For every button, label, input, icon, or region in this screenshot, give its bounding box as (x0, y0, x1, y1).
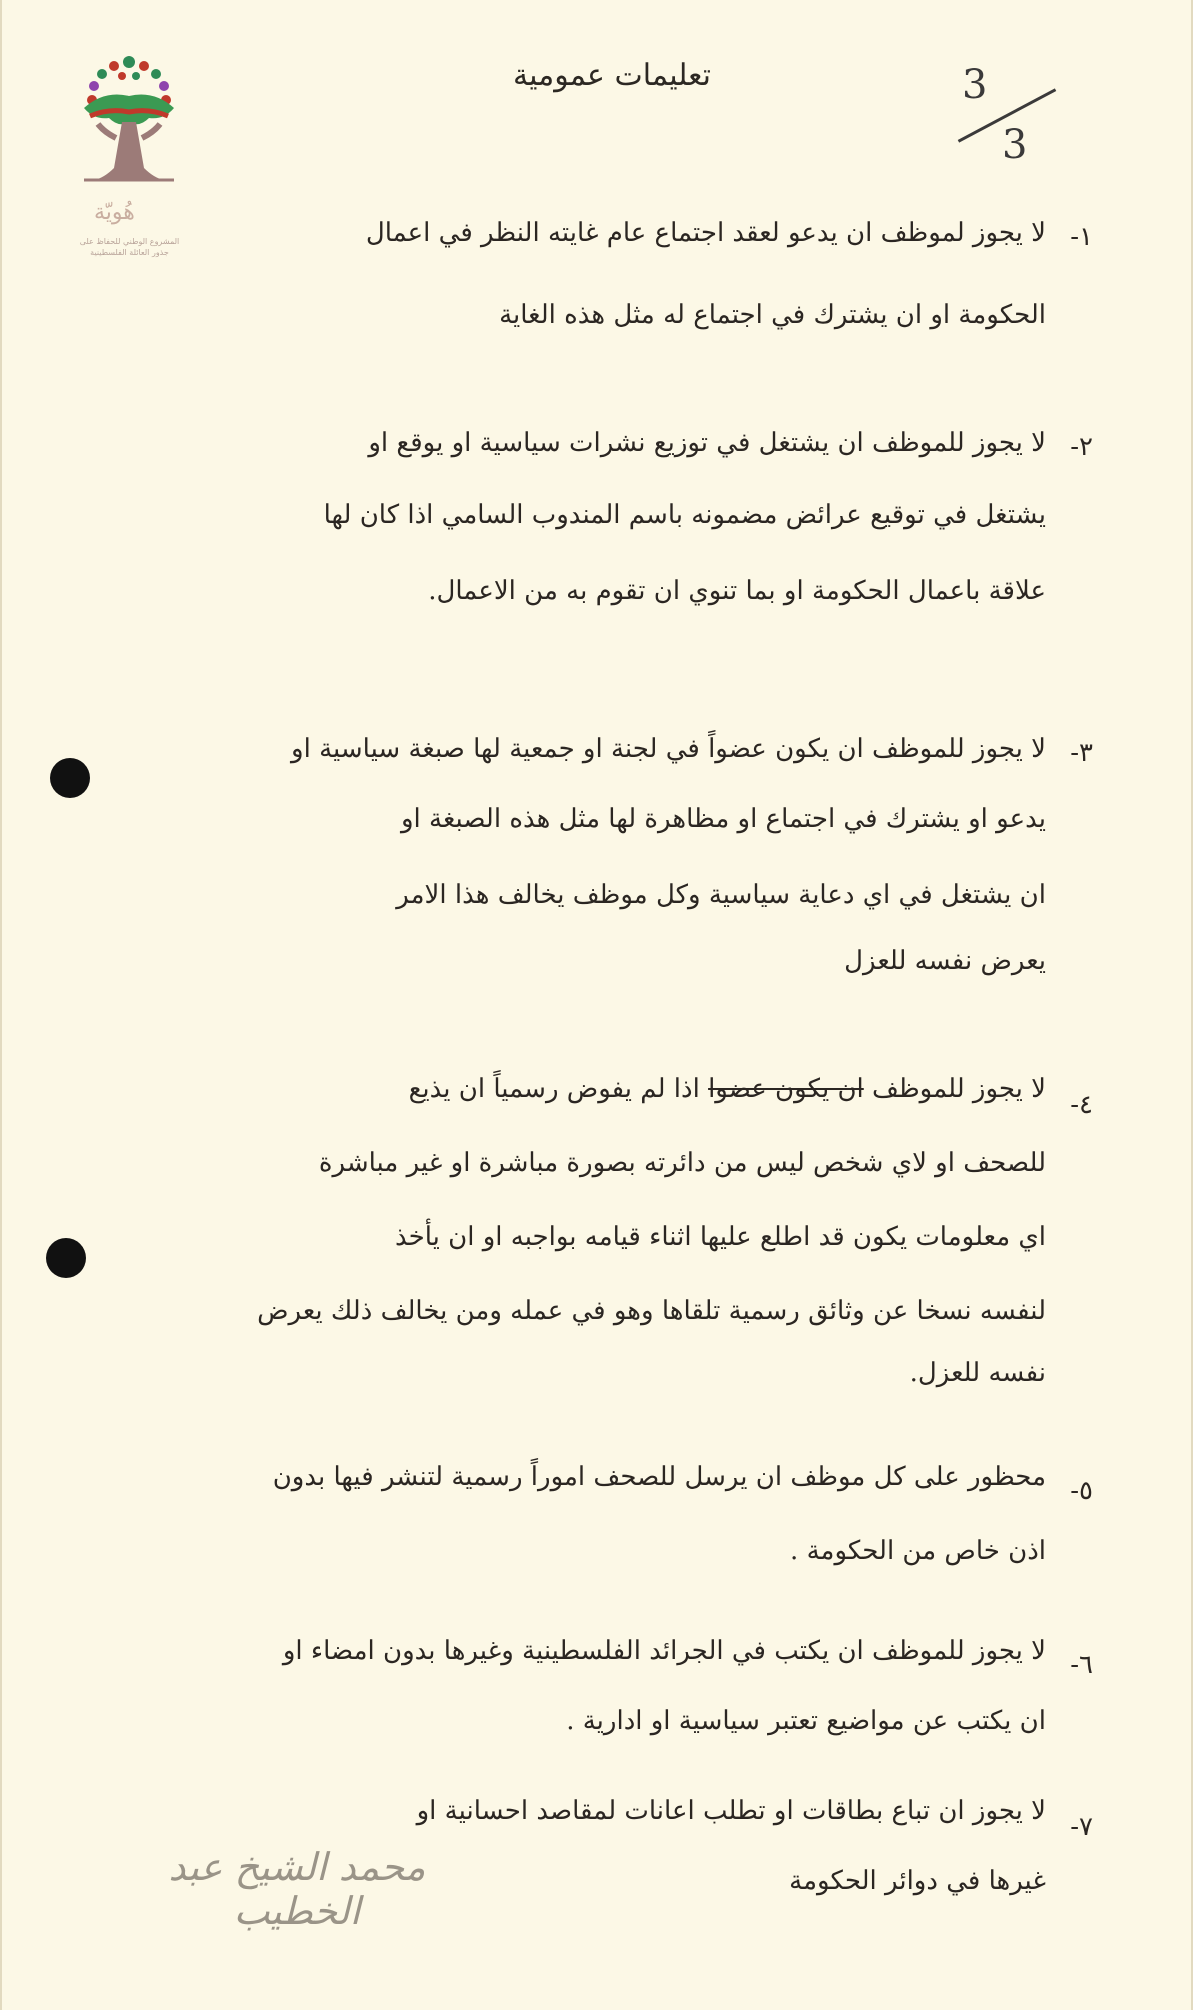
logo-wordmark: هُويّة (94, 200, 135, 225)
item-line-rest: اذا لم يفوض رسمياً ان يذيع (408, 1074, 700, 1104)
item-line: نفسه للعزل. (909, 1358, 1046, 1388)
logo-tagline (52, 236, 207, 258)
item-number: ٤- (1070, 1090, 1093, 1120)
tree-people-icon (84, 56, 174, 180)
family-tree-logo (64, 48, 194, 268)
item-number: ٧- (1070, 1812, 1093, 1842)
item-line: للصحف او لاي شخص ليس من دائرته بصورة مباشرة او غير مباشرة (318, 1148, 1046, 1178)
item-line: لا يجوز للموظف ان يشتغل في توزيع نشرات سياسية او يوقع او (368, 428, 1046, 458)
item-number: ١- (1070, 222, 1093, 252)
page-number (962, 62, 1042, 172)
item-line (409, 1074, 1046, 1104)
logo-tagline-line: جذور العائلة الفلسطينية (90, 248, 169, 257)
page-number-top: 3 (962, 62, 988, 108)
item-line: ان يكتب عن مواضيع تعتبر سياسية او ادارية . (566, 1706, 1046, 1736)
item-line: اذن خاص من الحكومة . (790, 1536, 1046, 1566)
item-line-prefix: لا يجوز للموظف (872, 1074, 1046, 1104)
item-number: ٢- (1070, 432, 1093, 462)
item-line: ان يشتغل في اي دعاية سياسية وكل موظف يخالف هذا الامر (396, 880, 1046, 910)
logo-tagline-line: المشروع الوطني للحفاظ على (79, 237, 180, 246)
document-title: تعليمات عمومية (512, 58, 712, 93)
item-line: يشتغل في توقيع عرائض مضمونه باسم المندوب السامي اذا كان لها (323, 500, 1046, 530)
item-line: لا يجوز ان تباع بطاقات او تطلب اعانات لمقاصد احسانية او (416, 1796, 1046, 1826)
item-number: ٥- (1070, 1476, 1093, 1506)
item-number: ٣- (1070, 738, 1093, 768)
item-line: علاقة باعمال الحكومة او بما تنوي ان تقوم به من الاعمال. (428, 576, 1046, 606)
item-line: لا يجوز للموظف ان يكتب في الجرائد الفلسطينية وغيرها بدون امضاء او (282, 1636, 1046, 1666)
struck-text: ان يكون عضوا (708, 1074, 864, 1104)
page-number-bottom: 3 (1002, 122, 1028, 168)
punch-hole (46, 1238, 86, 1278)
item-number: ٦- (1070, 1650, 1093, 1680)
item-line: اي معلومات يكون قد اطلع عليها اثناء قيامه بواجبه او ان يأخذ (395, 1222, 1046, 1252)
item-line: الحكومة او ان يشترك في اجتماع له مثل هذه الغاية (499, 300, 1046, 330)
item-line: يعرض نفسه للعزل (844, 946, 1046, 976)
item-line: يدعو او يشترك في اجتماع او مظاهرة لها مثل هذه الصبغة او (401, 804, 1046, 834)
punch-hole (50, 758, 90, 798)
item-line: لا يجوز للموظف ان يكون عضواً في لجنة او جمعية لها صبغة سياسية او (291, 734, 1046, 764)
item-line: لا يجوز لموظف ان يدعو لعقد اجتماع عام غايته النظر في اعمال (365, 218, 1046, 248)
item-line: غيرها في دوائر الحكومة (789, 1866, 1046, 1896)
handwritten-signature: محمد الشيخ عبد الخطيب (168, 1845, 426, 1933)
item-line: محظور على كل موظف ان يرسل للصحف اموراً رسمية لتنشر فيها بدون (272, 1462, 1046, 1492)
item-line: لنفسه نسخا عن وثائق رسمية تلقاها وهو في عمله ومن يخالف ذلك يعرض (257, 1296, 1046, 1326)
